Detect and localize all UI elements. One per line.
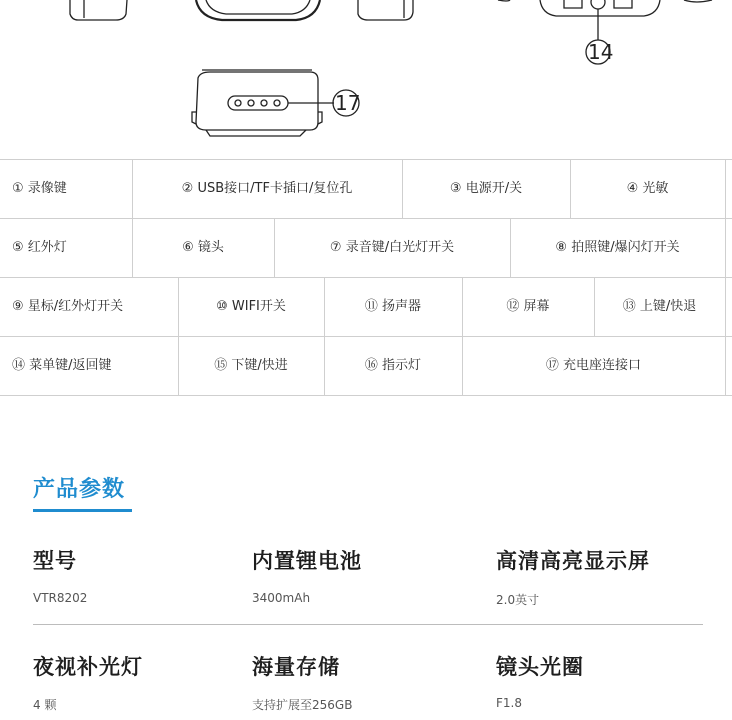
- parts-table: [0, 159, 732, 396]
- spec-divider: [33, 624, 703, 625]
- spec-label: 海量存储: [252, 655, 340, 679]
- spec-label: 型号: [33, 549, 77, 573]
- spec-value: VTR8202: [33, 591, 88, 605]
- part-17: ⑰ 充电座连接口: [545, 358, 642, 373]
- part-12: ⑫ 屏幕: [506, 299, 550, 314]
- spec-value: 4 颗: [33, 698, 57, 712]
- spec-label: 内置锂电池: [252, 549, 362, 573]
- part-4: ④ 光敏: [626, 181, 669, 196]
- device-line-drawings: [0, 0, 732, 160]
- callout-14: 14: [588, 40, 614, 64]
- part-5: ⑤ 红外灯: [12, 240, 67, 255]
- part-3: ③ 电源开/关: [449, 181, 523, 196]
- section-title-params: 产品参数: [33, 477, 126, 502]
- part-1: ① 录像键: [12, 181, 67, 196]
- spec-label: 夜视补光灯: [33, 655, 143, 679]
- parts-row-2: [0, 219, 732, 278]
- spec-value: 支持扩展至256GB: [252, 698, 353, 712]
- callout-17: 17: [335, 91, 361, 115]
- spec-label: 高清高亮显示屏: [496, 549, 650, 573]
- part-14: ⑭ 菜单键/返回键: [12, 358, 112, 373]
- part-2: ② USB接口/TF卡插口/复位孔: [181, 181, 353, 196]
- section-title-underline: [33, 509, 132, 512]
- product-diagram: [0, 0, 732, 160]
- parts-row-4: [0, 337, 732, 396]
- spec-label: 镜头光圈: [496, 655, 584, 679]
- spec-value: 2.0英寸: [496, 593, 540, 607]
- spec-value: F1.8: [496, 696, 522, 710]
- parts-row-3: [0, 278, 732, 337]
- part-7: ⑦ 录音键/白光灯开关: [329, 240, 455, 255]
- part-11: ⑪ 扬声器: [364, 299, 422, 314]
- part-16: ⑯ 指示灯: [364, 358, 422, 373]
- parts-row-1: [0, 159, 732, 219]
- part-15: ⑮ 下键/快进: [214, 358, 288, 373]
- part-6: ⑥ 镜头: [182, 240, 224, 255]
- part-10: ⑩ WIFI开关: [216, 299, 286, 314]
- spec-value: 3400mAh: [252, 591, 311, 605]
- part-13: ⑬ 上键/快退: [622, 299, 697, 314]
- part-8: ⑧ 拍照键/爆闪灯开关: [555, 240, 680, 255]
- part-9: ⑨ 星标/红外灯开关: [12, 299, 124, 314]
